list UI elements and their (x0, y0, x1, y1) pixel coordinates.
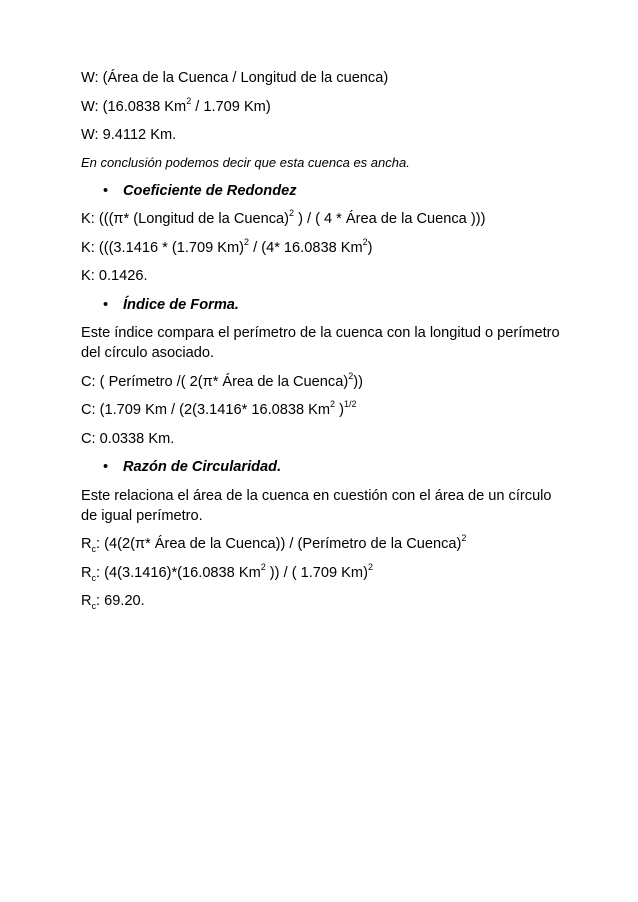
w-formula-text: W: (Área de la Cuenca / Longitud de la cuenca) (81, 70, 389, 86)
rc-label: R (81, 564, 92, 581)
c-result-line (81, 429, 561, 449)
superscript: 1/2 (343, 399, 357, 410)
rc-result-line (81, 591, 561, 611)
subscript: c (91, 572, 97, 583)
rc-label: R (81, 536, 92, 552)
superscript: 2 (289, 208, 295, 219)
document-content (81, 68, 561, 620)
c-formula-text-end: )) (353, 373, 363, 390)
bullet-razon-circularidad (81, 457, 561, 477)
superscript: 2 (186, 95, 192, 106)
k-formula-text: K: (((π* (Longitud de la Cuenca) (81, 211, 289, 227)
k-substitution-text-end: ) (367, 239, 373, 256)
rc-label: R (81, 593, 92, 609)
bullet-coeficiente-redondez (81, 181, 561, 201)
rc-substitution-text: : (4(3.1416)*(16.0838 Km (96, 564, 261, 581)
section-heading: Coeficiente de Redondez (123, 182, 297, 199)
w-result-text: W: 9.4112 Km. (81, 127, 177, 143)
c-substitution-text: C: (1.709 Km / (2(3.1416* 16.0838 Km (81, 402, 331, 418)
k-formula-line (81, 209, 561, 229)
conclusion-line (81, 154, 561, 172)
rc-substitution-line (81, 563, 561, 583)
k-substitution-text: K: (((3.1416 * (1.709 Km) (81, 239, 245, 256)
razon-description (81, 486, 561, 526)
conclusion-text: En conclusión podemos decir que esta cuenca es ancha. (81, 154, 410, 170)
c-result-text: C: 0.0338 Km. (81, 430, 175, 447)
c-formula-text: C: ( Perímetro /( 2(π* Área de la Cuenca) (81, 373, 349, 390)
superscript: 2 (461, 533, 467, 544)
superscript: 2 (260, 561, 266, 572)
superscript: 2 (367, 561, 373, 572)
bullet-icon: • (103, 296, 109, 313)
bullet-icon: • (103, 182, 109, 199)
indice-description (81, 323, 561, 363)
indice-description-text: Este índice compara el perímetro de la cuenca con la longitud o perímetro del círculo asociado. (81, 325, 560, 361)
subscript: c (91, 543, 97, 554)
w-formula-line (81, 68, 561, 88)
w-substitution-text: W: (16.0838 Km (81, 98, 187, 115)
section-heading: Índice de Forma. (123, 296, 239, 313)
w-result-line (81, 125, 561, 145)
superscript: 2 (362, 236, 368, 247)
c-substitution-text-mid: ) (335, 402, 344, 418)
w-substitution-text-end: / 1.709 Km) (191, 98, 271, 115)
subscript: c (91, 600, 97, 611)
rc-result-text: : 69.20. (96, 593, 145, 609)
k-substitution-text-mid: / (4* 16.0838 Km (249, 239, 363, 256)
bullet-icon: • (103, 459, 109, 475)
c-formula-line (81, 372, 561, 392)
section-heading: Razón de Circularidad. (123, 459, 282, 475)
rc-formula-line (81, 534, 561, 554)
c-substitution-line (81, 400, 561, 420)
bullet-indice-forma (81, 295, 561, 315)
rc-formula-text: : (4(2(π* Área de la Cuenca)) / (Perímetro de la Cuenca) (96, 536, 462, 552)
k-result-text: K: 0.1426. (81, 268, 148, 284)
k-formula-text-end: ) / ( 4 * Área de la Cuenca ))) (294, 211, 486, 227)
razon-description-text: Este relaciona el área de la cuenca en cuestión con el área de un círculo de igual perímetro. (81, 487, 552, 524)
k-substitution-line (81, 238, 561, 258)
w-substitution-line (81, 97, 561, 117)
superscript: 2 (330, 399, 336, 410)
superscript: 2 (348, 370, 354, 381)
superscript: 2 (244, 236, 250, 247)
rc-substitution-text-mid: )) / ( 1.709 Km) (265, 564, 368, 581)
k-result-line (81, 266, 561, 286)
